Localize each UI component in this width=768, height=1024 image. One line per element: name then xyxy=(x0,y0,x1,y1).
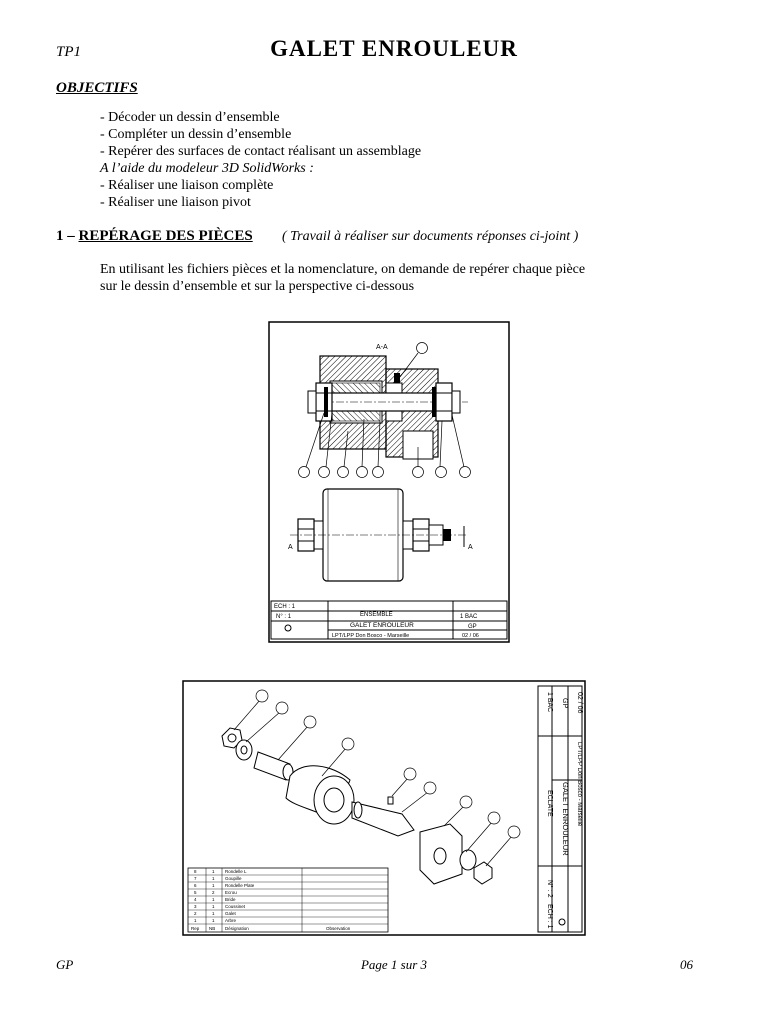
svg-text:Ecrou: Ecrou xyxy=(225,890,237,895)
nomenclature-table xyxy=(188,868,388,932)
view-label-right: A xyxy=(468,544,473,551)
cartouche-number: N° : 2 xyxy=(546,880,553,898)
svg-text:4: 4 xyxy=(194,897,197,902)
svg-text:1: 1 xyxy=(212,911,215,916)
cartouche-type: ENSEMBLE xyxy=(360,612,393,618)
cartouche-name: GALET ENROULEUR xyxy=(350,622,414,629)
svg-text:1: 1 xyxy=(212,869,215,874)
cartouche-author: GP xyxy=(468,624,477,630)
objective-subheading: A l’aide du modeleur 3D SolidWorks : xyxy=(100,161,314,176)
cartouche-scale: ECH : 1 xyxy=(546,904,553,929)
instruction-line: sur le dessin d’ensemble et sur la perspective ci-dessous xyxy=(100,279,415,294)
cartouche-class: 1 BAC xyxy=(460,614,478,620)
objective-item: - Réaliser une liaison complète xyxy=(100,178,274,193)
svg-text:Goupille: Goupille xyxy=(225,876,242,881)
title-block xyxy=(271,601,507,639)
objective-item: - Repérer des surfaces de contact réalisant un assemblage xyxy=(100,144,422,159)
svg-text:1: 1 xyxy=(212,918,215,923)
svg-text:6: 6 xyxy=(194,883,197,888)
section-label: A-A xyxy=(376,344,388,351)
svg-text:Coussinet: Coussinet xyxy=(225,904,246,909)
title-block-vertical xyxy=(538,686,583,932)
svg-text:3: 3 xyxy=(194,904,197,909)
svg-text:1: 1 xyxy=(212,876,215,881)
section-1-title xyxy=(56,228,253,245)
cartouche-school: LPT/LPP Don Bosco - Marseille xyxy=(332,633,410,639)
instruction-line: En utilisant les fichiers pièces et la nomenclature, on demande de repérer chaque pièce xyxy=(100,262,586,277)
svg-text:Arbre: Arbre xyxy=(225,918,237,923)
exploded-drawing xyxy=(182,680,586,936)
section-heading: REPÉRAGE DES PIÈCES xyxy=(78,228,253,244)
section-note: ( Travail à réaliser sur documents réponses ci-joint ) xyxy=(282,229,579,244)
cartouche-date: 02 / 06 xyxy=(462,633,479,639)
svg-text:Rondelle Plate: Rondelle Plate xyxy=(225,883,255,888)
objectives-heading: OBJECTIFS xyxy=(56,80,138,96)
pin-part xyxy=(388,797,393,804)
assembly-drawing xyxy=(268,321,510,643)
svg-text:8: 8 xyxy=(194,869,197,874)
svg-text:1: 1 xyxy=(194,918,197,923)
footer-page: Page 1 sur 3 xyxy=(360,957,428,972)
objectives-list xyxy=(100,109,421,211)
objective-item: - Décoder un dessin d’ensemble xyxy=(100,110,280,125)
svg-text:Bride: Bride xyxy=(225,897,236,902)
footer-year: 06 xyxy=(680,957,693,972)
doc-code: TP1 xyxy=(56,44,82,60)
page-title: GALET ENROULEUR xyxy=(270,36,518,61)
cartouche-name: GALET ENROULEUR xyxy=(561,782,570,856)
svg-text:1: 1 xyxy=(212,883,215,888)
section-number: 1 – xyxy=(56,228,75,244)
section-instructions xyxy=(100,261,700,295)
cartouche-scale: ECH : 1 xyxy=(274,604,296,610)
svg-text:1: 1 xyxy=(212,904,215,909)
objective-item: - Réaliser une liaison pivot xyxy=(100,195,251,210)
svg-text:Galet: Galet xyxy=(225,911,236,916)
svg-text:NB: NB xyxy=(209,926,216,931)
svg-text:2: 2 xyxy=(212,890,215,895)
footer-author: GP xyxy=(56,957,74,972)
svg-text:2: 2 xyxy=(194,911,197,916)
svg-text:1: 1 xyxy=(212,897,215,902)
svg-text:Rep: Rep xyxy=(191,926,200,931)
cartouche-author: GP xyxy=(561,698,568,709)
objective-item: - Compléter un dessin d’ensemble xyxy=(100,127,292,142)
cartouche-number: N° : 1 xyxy=(276,614,292,620)
view-label-left: A xyxy=(288,544,293,551)
svg-text:Observation: Observation xyxy=(326,926,351,931)
cartouche-class: 1 BAC xyxy=(546,692,553,713)
cartouche-type: ECLATE xyxy=(546,790,553,817)
cartouche-school: LPT/LPP Don Bosco - Marseille xyxy=(576,742,582,827)
svg-text:Rondelle L: Rondelle L xyxy=(225,869,247,874)
cartouche-date: 02 / 06 xyxy=(576,692,583,714)
svg-text:5: 5 xyxy=(194,890,197,895)
svg-text:Désignation: Désignation xyxy=(225,926,249,931)
svg-text:7: 7 xyxy=(194,876,197,881)
